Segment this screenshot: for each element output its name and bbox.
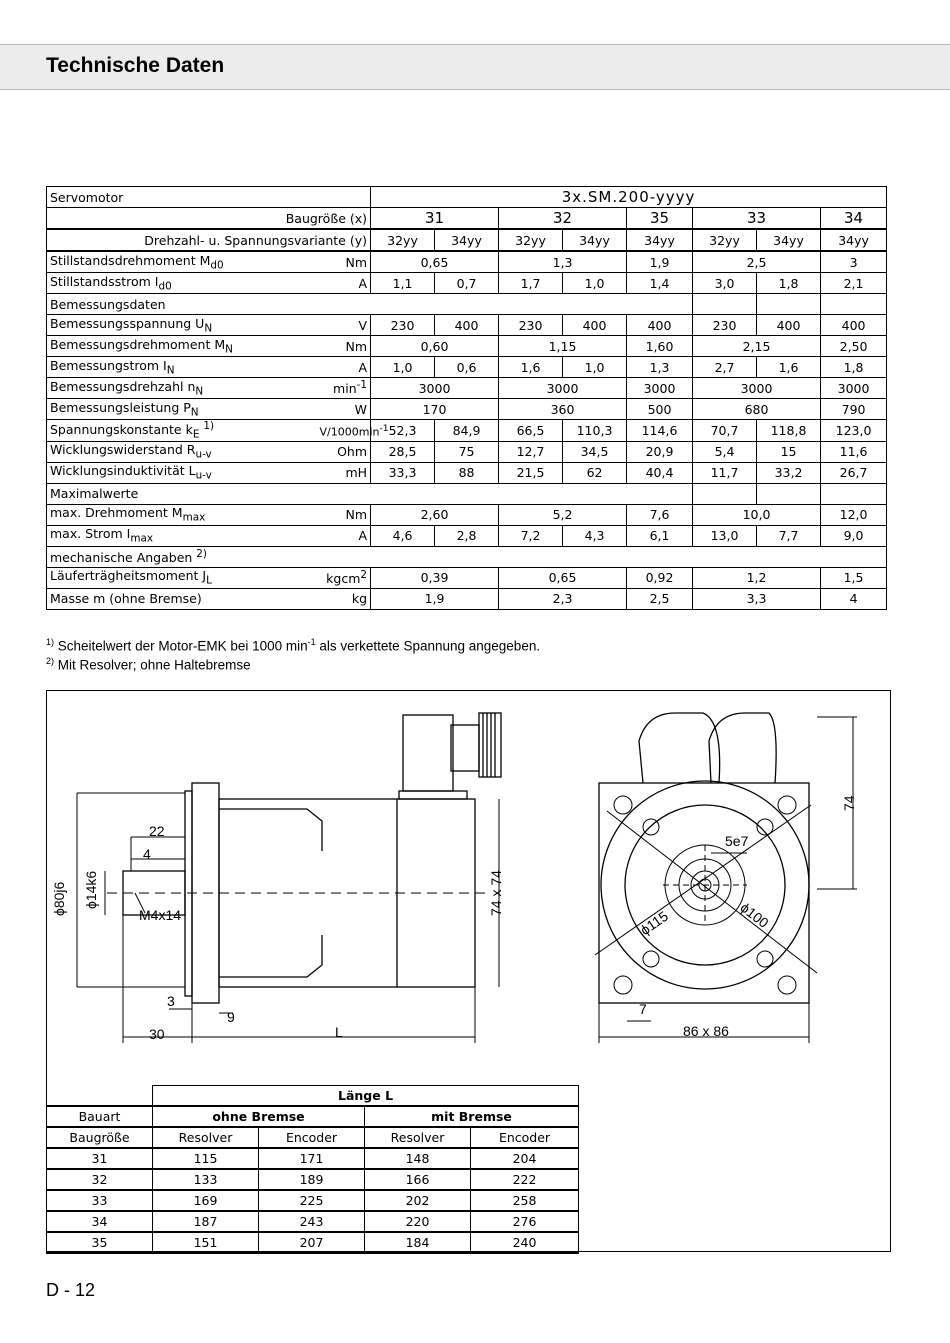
spec-label: Bemessungstrom $I_N$ — [47, 357, 317, 378]
value-cell: 2,7 — [693, 357, 757, 378]
column-header: Bauart — [47, 1106, 153, 1127]
table-row — [47, 378, 887, 399]
value-cell: 2,5 — [627, 588, 693, 609]
value-cell: 3,0 — [693, 273, 757, 294]
footnote-2: $^{2)}$ Mit Resolver; ohne Haltebremse — [46, 656, 251, 673]
table-cell: 133 — [153, 1169, 259, 1190]
spec-unit: A — [317, 525, 371, 546]
column-header: mit Bremse — [365, 1106, 579, 1127]
spec-label: Wicklungswiderstand $R_{u-v}$ — [47, 441, 317, 462]
table-row — [47, 1232, 579, 1253]
value-cell: 114,6 — [627, 420, 693, 442]
value-cell: 1,0 — [563, 273, 627, 294]
spec-unit: W — [317, 399, 371, 420]
value-cell: 6,1 — [627, 525, 693, 546]
value-cell: 4,3 — [563, 525, 627, 546]
value-cell: 1,9 — [371, 588, 499, 609]
value-cell: 12,7 — [499, 441, 563, 462]
table-row — [47, 229, 887, 251]
dim-115: ϕ115 — [637, 907, 672, 939]
dim-L: L — [335, 1024, 343, 1040]
value-cell: 1,3 — [627, 357, 693, 378]
section-label: Maximalwerte — [47, 483, 693, 504]
value-cell: 7,2 — [499, 525, 563, 546]
value-cell: 123,0 — [821, 420, 887, 442]
size-cell: 35 — [627, 208, 693, 230]
spec-unit: A — [317, 273, 371, 294]
spec-label: Bemessungsdrehzahl $n_N$ — [47, 378, 317, 399]
value-cell: 400 — [435, 315, 499, 336]
spec-unit: Ohm — [317, 441, 371, 462]
variant-cell: 32yy — [693, 229, 757, 251]
value-cell: 11,7 — [693, 462, 757, 483]
spec-label: Spannungskonstante $k_E$ $^{1)}$ — [47, 420, 317, 442]
page-header — [0, 44, 950, 90]
dim-4: 4 — [143, 846, 151, 862]
column-header: Resolver — [153, 1127, 259, 1148]
table-row — [47, 1127, 579, 1148]
table-cell: 169 — [153, 1190, 259, 1211]
table-cell: 225 — [259, 1190, 365, 1211]
dim-9: 9 — [227, 1009, 235, 1025]
column-header: ohne Bremse — [153, 1106, 365, 1127]
table-cell: 148 — [365, 1148, 471, 1169]
value-cell: 26,7 — [821, 462, 887, 483]
spec-label: Bemessungsdrehmoment $M_N$ — [47, 336, 317, 357]
table-row — [47, 187, 887, 208]
table-cell: 220 — [365, 1211, 471, 1232]
spec-label: max. Drehmoment $M_{max}$ — [47, 504, 317, 525]
value-cell: 62 — [563, 462, 627, 483]
size-cell: 33 — [693, 208, 821, 230]
table-row — [47, 315, 887, 336]
table-row — [47, 546, 887, 567]
spec-label: Bemessungsspannung $U_N$ — [47, 315, 317, 336]
value-cell: 1,6 — [757, 357, 821, 378]
table-cell: 202 — [365, 1190, 471, 1211]
value-cell: 1,15 — [499, 336, 627, 357]
spec-label: Stillstandsdrehmoment $M_{d0}$ — [47, 251, 317, 273]
table-cell: 115 — [153, 1148, 259, 1169]
spec-label: Baugröße (x) — [47, 208, 371, 230]
value-cell: 2,50 — [821, 336, 887, 357]
value-cell: 1,2 — [693, 567, 821, 588]
table-cell: 240 — [471, 1232, 579, 1253]
value-cell: 20,9 — [627, 441, 693, 462]
table-row — [47, 441, 887, 462]
table-row — [47, 357, 887, 378]
spec-label: Drehzahl- u. Spannungsvariante (y) — [47, 229, 371, 251]
spec-unit: kgcm$^2$ — [317, 567, 371, 588]
value-cell: 2,3 — [499, 588, 627, 609]
variant-cell: 34yy — [435, 229, 499, 251]
dim-7: 7 — [639, 1001, 647, 1017]
value-cell: 680 — [693, 399, 821, 420]
spec-unit: V — [317, 315, 371, 336]
value-cell: 360 — [499, 399, 627, 420]
value-cell: 2,15 — [693, 336, 821, 357]
table-cell: 243 — [259, 1211, 365, 1232]
value-cell: 3000 — [371, 378, 499, 399]
value-cell: 790 — [821, 399, 887, 420]
value-cell: 88 — [435, 462, 499, 483]
value-cell: 5,2 — [499, 504, 627, 525]
value-cell: 1,0 — [563, 357, 627, 378]
spec-label: Wicklungsinduktivität $L_{u-v}$ — [47, 462, 317, 483]
value-cell: 84,9 — [435, 420, 499, 442]
variant-cell: 34yy — [821, 229, 887, 251]
dim-5e7: 5e7 — [725, 833, 749, 849]
value-cell: 230 — [693, 315, 757, 336]
table-row — [47, 1211, 579, 1232]
table-cell: 189 — [259, 1169, 365, 1190]
value-cell: 230 — [371, 315, 435, 336]
value-cell: 3,3 — [693, 588, 821, 609]
spec-unit: $\min^{-1}$ — [317, 378, 371, 399]
page-title: Technische Daten — [46, 54, 225, 77]
value-cell: 3000 — [821, 378, 887, 399]
table-row — [47, 462, 887, 483]
spec-label: Läuferträgheitsmoment $J_L$ — [47, 567, 317, 588]
dim-m4x14: M4x14 — [139, 907, 182, 923]
value-cell: 70,7 — [693, 420, 757, 442]
spec-unit: mH — [317, 462, 371, 483]
value-cell: 0,7 — [435, 273, 499, 294]
value-cell: 170 — [371, 399, 499, 420]
table-row — [47, 399, 887, 420]
value-cell: 1,6 — [499, 357, 563, 378]
value-cell: 1,1 — [371, 273, 435, 294]
value-cell: 400 — [627, 315, 693, 336]
table-cell: 171 — [259, 1148, 365, 1169]
value-cell: 12,0 — [821, 504, 887, 525]
footnote-1: $^{1)}$ Scheitelwert der Motor-EMK bei 1000 $\min^{-1}$ als verkettete Spannung angegeben. — [46, 637, 541, 654]
table-cell: 151 — [153, 1232, 259, 1253]
value-cell: 1,7 — [499, 273, 563, 294]
length-table-title: Länge L — [153, 1086, 579, 1107]
value-cell: 9,0 — [821, 525, 887, 546]
value-cell: 1,0 — [371, 357, 435, 378]
section-label: mechanische Angaben $^{2)}$ — [47, 546, 887, 567]
value-cell: 1,4 — [627, 273, 693, 294]
spec-unit: $V/1000\min^{-1}$ — [317, 420, 371, 442]
spec-unit: Nm — [317, 336, 371, 357]
table-cell: 32 — [47, 1169, 153, 1190]
value-cell: 15 — [757, 441, 821, 462]
value-cell: 0,60 — [371, 336, 499, 357]
value-cell: 21,5 — [499, 462, 563, 483]
value-cell: 3 — [821, 251, 887, 273]
size-cell: 34 — [821, 208, 887, 230]
motor-type: 3x.SM.200-yyyy — [371, 187, 887, 208]
dim-22: 22 — [149, 823, 165, 839]
table-row — [47, 1106, 579, 1127]
spec-label: Masse m (ohne Bremse) — [47, 588, 317, 609]
dim-14k6: ϕ14k6 — [83, 870, 99, 909]
variant-cell: 34yy — [563, 229, 627, 251]
value-cell: 75 — [435, 441, 499, 462]
value-cell: 40,4 — [627, 462, 693, 483]
table-row — [47, 294, 887, 315]
table-cell: 222 — [471, 1169, 579, 1190]
spec-table — [46, 186, 887, 610]
length-table — [46, 1085, 579, 1254]
value-cell: 400 — [821, 315, 887, 336]
value-cell: 1,60 — [627, 336, 693, 357]
value-cell: 0,65 — [499, 567, 627, 588]
value-cell: 7,6 — [627, 504, 693, 525]
table-row — [47, 504, 887, 525]
value-cell: 3000 — [499, 378, 627, 399]
dim-80j6: ϕ80j6 — [51, 881, 67, 916]
dim-74: 74 — [841, 795, 857, 811]
spec-unit: kg — [317, 588, 371, 609]
value-cell: 33,3 — [371, 462, 435, 483]
spec-label: Bemessungsleistung $P_N$ — [47, 399, 317, 420]
column-header: Encoder — [259, 1127, 365, 1148]
size-cell: 32 — [499, 208, 627, 230]
table-cell: 258 — [471, 1190, 579, 1211]
table-row — [47, 525, 887, 546]
table-row — [47, 1086, 579, 1107]
variant-cell: 34yy — [757, 229, 821, 251]
column-header: Encoder — [471, 1127, 579, 1148]
table-row — [47, 420, 887, 442]
value-cell: 5,4 — [693, 441, 757, 462]
table-cell: 207 — [259, 1232, 365, 1253]
spec-unit: Nm — [317, 251, 371, 273]
value-cell: 2,8 — [435, 525, 499, 546]
value-cell: 0,6 — [435, 357, 499, 378]
value-cell: 7,7 — [757, 525, 821, 546]
table-cell: 187 — [153, 1211, 259, 1232]
table-cell: 31 — [47, 1148, 153, 1169]
spec-label: Servomotor — [47, 187, 371, 208]
value-cell: 52,3 — [371, 420, 435, 442]
variant-cell: 34yy — [627, 229, 693, 251]
table-row — [47, 273, 887, 294]
value-cell: 11,6 — [821, 441, 887, 462]
spec-label: max. Strom $I_{max}$ — [47, 525, 317, 546]
value-cell: 400 — [757, 315, 821, 336]
size-cell: 31 — [371, 208, 499, 230]
value-cell: 0,65 — [371, 251, 499, 273]
value-cell: 2,60 — [371, 504, 499, 525]
table-cell: 204 — [471, 1148, 579, 1169]
dim-100: ϕ100 — [737, 899, 772, 931]
table-row — [47, 1190, 579, 1211]
spec-unit: A — [317, 357, 371, 378]
table-cell: 35 — [47, 1232, 153, 1253]
table-row — [47, 1148, 579, 1169]
value-cell: 3000 — [627, 378, 693, 399]
value-cell: 1,5 — [821, 567, 887, 588]
table-row — [47, 1169, 579, 1190]
section-label: Bemessungsdaten — [47, 294, 693, 315]
value-cell: 10,0 — [693, 504, 821, 525]
page-number: D - 12 — [46, 1280, 96, 1300]
value-cell: 2,5 — [693, 251, 821, 273]
value-cell: 0,39 — [371, 567, 499, 588]
spec-unit: Nm — [317, 504, 371, 525]
value-cell: 1,9 — [627, 251, 693, 273]
column-header: Resolver — [365, 1127, 471, 1148]
value-cell: 33,2 — [757, 462, 821, 483]
value-cell: 13,0 — [693, 525, 757, 546]
table-row — [47, 567, 887, 588]
value-cell: 3000 — [693, 378, 821, 399]
dim-3: 3 — [167, 993, 175, 1009]
table-row — [47, 208, 887, 230]
table-cell: 166 — [365, 1169, 471, 1190]
table-cell: 33 — [47, 1190, 153, 1211]
variant-cell: 32yy — [499, 229, 563, 251]
value-cell: 1,3 — [499, 251, 627, 273]
value-cell: 2,1 — [821, 273, 887, 294]
dim-30: 30 — [149, 1026, 165, 1042]
value-cell: 118,8 — [757, 420, 821, 442]
dim-74x74: 74 x 74 — [488, 870, 504, 916]
value-cell: 28,5 — [371, 441, 435, 462]
table-row — [47, 588, 887, 609]
value-cell: 4,6 — [371, 525, 435, 546]
value-cell: 500 — [627, 399, 693, 420]
spec-label: Stillstandsstrom $I_{d0}$ — [47, 273, 317, 294]
table-cell: 34 — [47, 1211, 153, 1232]
value-cell: 0,92 — [627, 567, 693, 588]
dim-86x86: 86 x 86 — [683, 1023, 729, 1039]
variant-cell: 32yy — [371, 229, 435, 251]
value-cell: 110,3 — [563, 420, 627, 442]
table-cell: 184 — [365, 1232, 471, 1253]
value-cell: 34,5 — [563, 441, 627, 462]
table-row — [47, 336, 887, 357]
table-row — [47, 483, 887, 504]
column-header: Baugröße — [47, 1127, 153, 1148]
value-cell: 66,5 — [499, 420, 563, 442]
value-cell: 4 — [821, 588, 887, 609]
table-cell: 276 — [471, 1211, 579, 1232]
value-cell: 230 — [499, 315, 563, 336]
value-cell: 400 — [563, 315, 627, 336]
table-row — [47, 251, 887, 273]
value-cell: 1,8 — [821, 357, 887, 378]
value-cell: 1,8 — [757, 273, 821, 294]
